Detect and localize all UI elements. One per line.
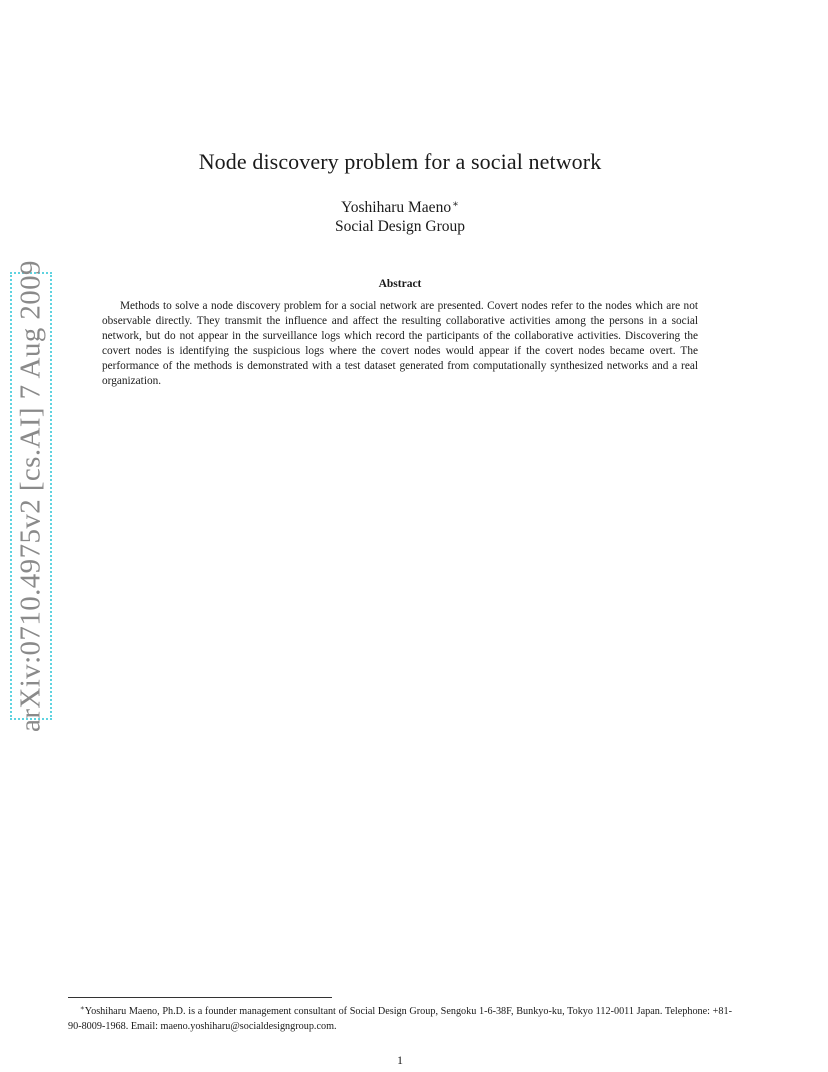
- author-name: Yoshiharu Maeno: [341, 199, 452, 216]
- paper-title: Node discovery problem for a social network: [198, 149, 602, 174]
- footnote-rule: [68, 997, 332, 998]
- footnote: [68, 1001, 732, 1034]
- author-block: [0, 195, 800, 236]
- author-line: [0, 195, 800, 217]
- arxiv-identifier: arXiv:0710.4975v2 [cs.AI] 7 Aug 2009: [14, 260, 47, 732]
- abstract-body: Methods to solve a node discovery problem for a social network are presented. Covert nodes refer to the nodes which are not observable directly. They transmit the influence and affect the resulting collaborative activities among the persons in a social network, but do not appear in the surveillance logs which record the participants of the collaborative activities. Discovering the covert nodes is identifying the suspicious logs where the covert nodes would appear if the covert nodes became overt. The performance of the methods is demonstrated with a test dataset generated from computationally synthesized networks and a real organization.: [102, 300, 698, 388]
- page-number: 1: [397, 1053, 403, 1067]
- footnote-text: Yoshiharu Maeno, Ph.D. is a founder management consultant of Social Design Group, Sengoku 1-6-38F, Bunkyo-ku, Tokyo 112-0011 Japan. Telephone: +81-90-8009-1968. Email: maeno.yoshiharu@socialdesigngroup.com.: [68, 1006, 732, 1032]
- footnote-marker: ∗: [80, 1004, 85, 1012]
- author-affiliation: Social Design Group: [334, 218, 465, 235]
- abstract-heading: Abstract: [378, 278, 422, 290]
- author-footnote-marker: ∗: [452, 199, 459, 210]
